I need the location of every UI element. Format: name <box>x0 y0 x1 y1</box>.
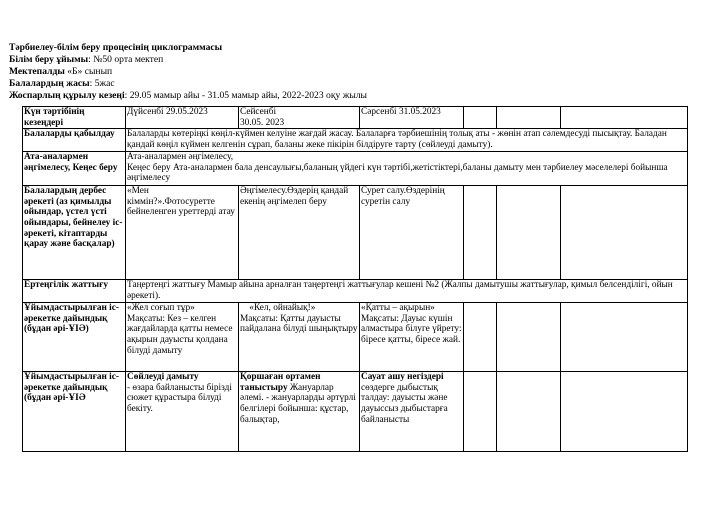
age-line: Балалардың жасы: 5жас <box>9 78 115 89</box>
empty-cell <box>561 107 688 129</box>
greeting-text: Балаларды көтеріңкі көңіл-күймен келуіне жағдай жасау. Балаларға тәрбиешінің толық аты - жөнін атап сәлемдесуді пысықтау. Баладан қандай көңіл күймен келгенін сұрап, баланы жеке пікірін білдіруге тарту (сөйлеуді дамыту). <box>126 129 688 152</box>
empty-cell <box>464 303 497 372</box>
row-label-independent: Балалардың дербес әрекеті (аз қимылды ойындар, үстел үсті ойындары, бейнелеу іс- әрекеті, кітаптарды қарау және басқалар) <box>23 186 126 280</box>
table-row <box>23 129 688 152</box>
independent-monday: «Мен кіммін?».Фотосуретте бейнеленген уреттерді атау <box>126 186 239 280</box>
table-row <box>23 303 688 372</box>
period-line: Жоспарлың құрылу кезеңі: 29.05 мамыр айы - 31.05 мамыр айы, 2022-2023 оқу жылы <box>9 90 368 101</box>
independent-wednesday: Сурет салу.Өздерінің суретін салу <box>360 186 464 280</box>
empty-cell <box>497 372 561 452</box>
day-header-tuesday: Сейсенбі 30.05. 2023 <box>239 107 360 129</box>
table-row <box>23 280 688 303</box>
period-column-header: Күн тәртібінің кезеңдері <box>23 107 126 129</box>
organized-wednesday: Сауат ашу негіздері сөздерге дыбыстық талдау: дауысты және дауыссыз дыбыстарға байланысты <box>360 372 464 452</box>
prep-monday: «Жел соғып тұр» Мақсаты: Кез – келген жағдайларда қатты немесе ақырын дауысты қолдана білуді дамыту <box>126 303 239 372</box>
doc-title: Тәрбиелеу-білім беру процесінің циклограммасы <box>9 42 223 53</box>
empty-cell <box>561 372 688 452</box>
parents-text: Ата-аналармен әңгімелесу, Кеңес беру Ата-аналармен бала денсаулығы,баланың үйдегі күн тәртібі,жетістіктері,баланы дамыту мен тәрбиелеу мәселелері бойынша әңгімелесу <box>126 152 688 186</box>
prep-wednesday: «Қатты – ақырын» Мақсаты: Дауыс күшін алмастыра білуге үйрету: біресе қатты, біресе жай. <box>360 303 464 372</box>
empty-cell <box>561 186 688 280</box>
independent-tuesday: Әңгімелесу.Өздерің қандай екенің әңгімелеп беру <box>239 186 360 280</box>
table-row <box>23 186 688 280</box>
org-line: Білім беру ұйымы: №50 орта мектеп <box>9 54 164 65</box>
empty-cell <box>561 303 688 372</box>
row-label-organized: Ұйымдастырылған іс-әрекетке дайындық (бұдан әрі-ҰІӘ <box>23 372 126 452</box>
day-header-wednesday: Сәрсенбі 31.05.2023 <box>360 107 464 129</box>
empty-cell <box>497 186 561 280</box>
exercise-text: Таңертеңгі жаттығу Мамыр айына арналған таңертеңгі жаттығулар кешені №2 (Жалпы дамытушы жаттығулар, қимыл белсенділігі, ойын әрекеті). <box>126 280 688 303</box>
organized-monday: Сөйлеуді дамыту - өзара байланысты бірізді сюжет құрастыра білуді бекіту. <box>126 372 239 452</box>
table-row <box>23 152 688 186</box>
row-label-parents: Ата-аналармен әңгімелесу, Кеңес беру <box>23 152 126 186</box>
prep-tuesday: «Кел, ойнайық!» Мақсаты: Қатты дауысты пайдалана білуді шыңықтыру <box>239 303 360 372</box>
empty-cell <box>497 303 561 372</box>
row-label-prep: Ұйымдастырылған іс-әрекетке дайындық (бұдан әрі-ҰІӘ) <box>23 303 126 372</box>
schedule-table <box>22 106 688 452</box>
table-row <box>23 372 688 452</box>
empty-cell <box>497 107 561 129</box>
row-label-exercise: Ертеңгілік жаттығу <box>23 280 126 303</box>
day-header-monday: Дүйсенбі 29.05.2023 <box>126 107 239 129</box>
empty-cell <box>464 372 497 452</box>
row-label-greeting: Балаларды қабылдау <box>23 129 126 152</box>
table-header-row <box>23 107 688 129</box>
empty-cell <box>464 186 497 280</box>
empty-cell <box>464 107 497 129</box>
group-line: Мектепалды «Б» сынып <box>9 66 113 77</box>
organized-tuesday: Қоршаған ортамен таныстыру Жануарлар әлемі. - жануарларды әртүрлі белгілері бойынша: құстар, балықтар, <box>239 372 360 452</box>
